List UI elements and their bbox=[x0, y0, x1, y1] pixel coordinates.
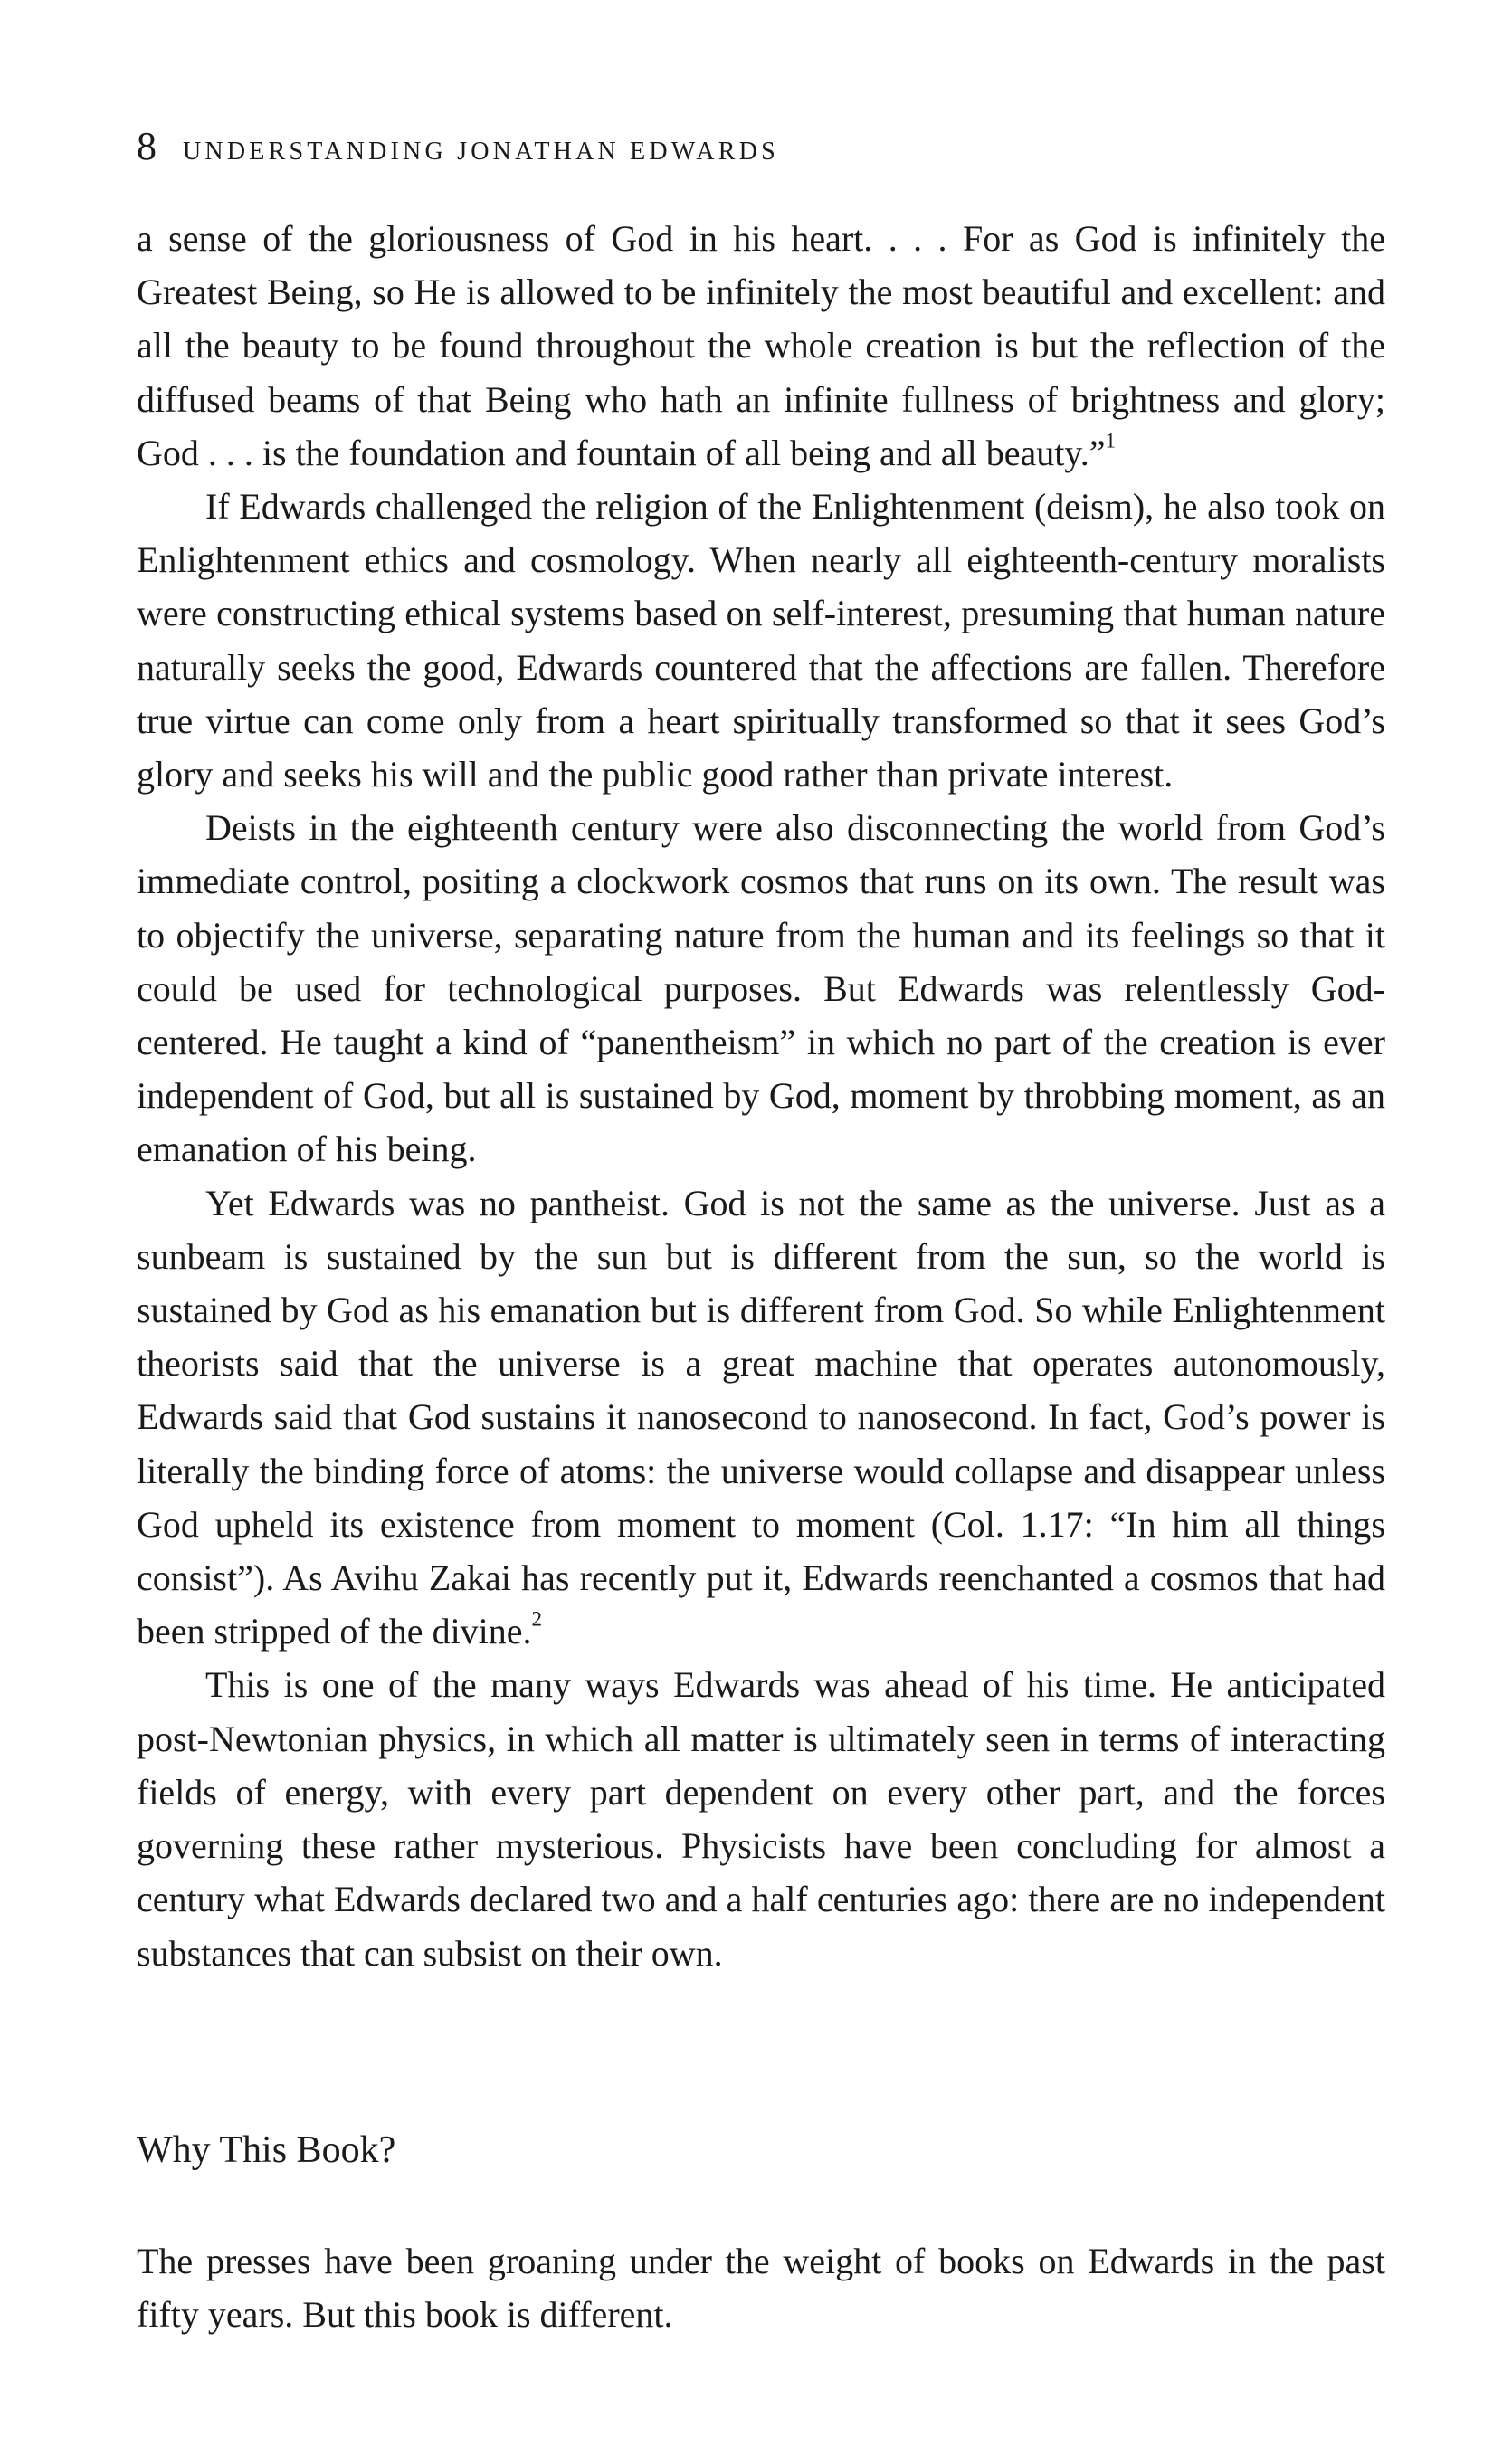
paragraph-pantheist bbox=[137, 1176, 1385, 1659]
running-title: UNDERSTANDING JONATHAN EDWARDS bbox=[183, 138, 779, 166]
footnote-marker: 2 bbox=[531, 1607, 543, 1631]
section-heading: Why This Book? bbox=[137, 2129, 396, 2171]
paragraph-deists: Deists in the eighteenth century were also disconnecting the world from God’s immediate control, positing a clockwork cosmos that runs on its own. The result was to objectify the universe, separating nature from the human and its feelings so that it could be used for technological purposes. But Edwards was relentlessly God-centered. He taught a kind of “panentheism” in which no part of the creation is ever independent of God, but all is sustained by God, moment by throbbing moment, as an emanation of his being. bbox=[137, 807, 1385, 1170]
footnote-marker: 1 bbox=[1105, 429, 1116, 452]
paragraph-presses: The presses have been groaning under the weight of books on Edwards in the past fifty years. But this book is different. bbox=[137, 2241, 1385, 2336]
paragraph-text: a sense of the gloriousness of God in his heart. . . . For as God is infinitely the Greatest Being, so He is allowed to be infinitely the most beautiful and excellent: and all the beauty to be found throughout the whole creation is but the reflection of the diffused beams of that Being who hath an infinite fullness of brightness and glory; God . . . is the foundation and fountain of all being and all beauty.” bbox=[137, 218, 1385, 473]
running-head bbox=[137, 123, 1385, 177]
page-number: 8 bbox=[137, 124, 157, 168]
section-body bbox=[137, 2234, 1385, 2341]
paragraph-text: Yet Edwards was no pantheist. God is not the same as the universe. Just as a sunbeam is sustained by the sun but is different from the sun, so the world is sustained by God as his emanation but is different from God. So while Enlightenment theorists said that the universe is a great machine that operates autonomously, Edwards said that God sustains it nanosecond to nanosecond. In fact, God’s power is literally the binding force of atoms: the universe would collapse and disappear unless God upheld its existence from moment to moment (Col. 1.17: “In him all things consist”). As Avihu Zakai has recently put it, Edwards reenchanted a cosmos that had been stripped of the divine. bbox=[137, 1182, 1385, 1652]
paragraph-enlightenment-ethics: If Edwards challenged the religion of the Enlightenment (deism), he also took on Enlightenment ethics and cosmology. When nearly all eighteenth-century moralists were constructing ethical systems based on self-interest, presuming that human nature naturally seeks the good, Edwards countered that the affections are fallen. Therefore true virtue can come only from a heart spiritually transformed so that it sees God’s glory and seeks his will and the public good rather than private interest. bbox=[137, 486, 1385, 795]
paragraph-ahead-of-time: This is one of the many ways Edwards was ahead of his time. He anticipated post-Newtonian physics, in which all matter is ultimately seen in terms of interacting fields of energy, with every part dependent on every other part, and the forces governing these rather mysterious. Physicists have been concluding for almost a century what Edwards declared two and a half centuries ago: there are no independent substances that can subsist on their own. bbox=[137, 1664, 1385, 1974]
paragraph-quote-continuation bbox=[137, 212, 1385, 480]
body-text bbox=[137, 212, 1385, 1980]
